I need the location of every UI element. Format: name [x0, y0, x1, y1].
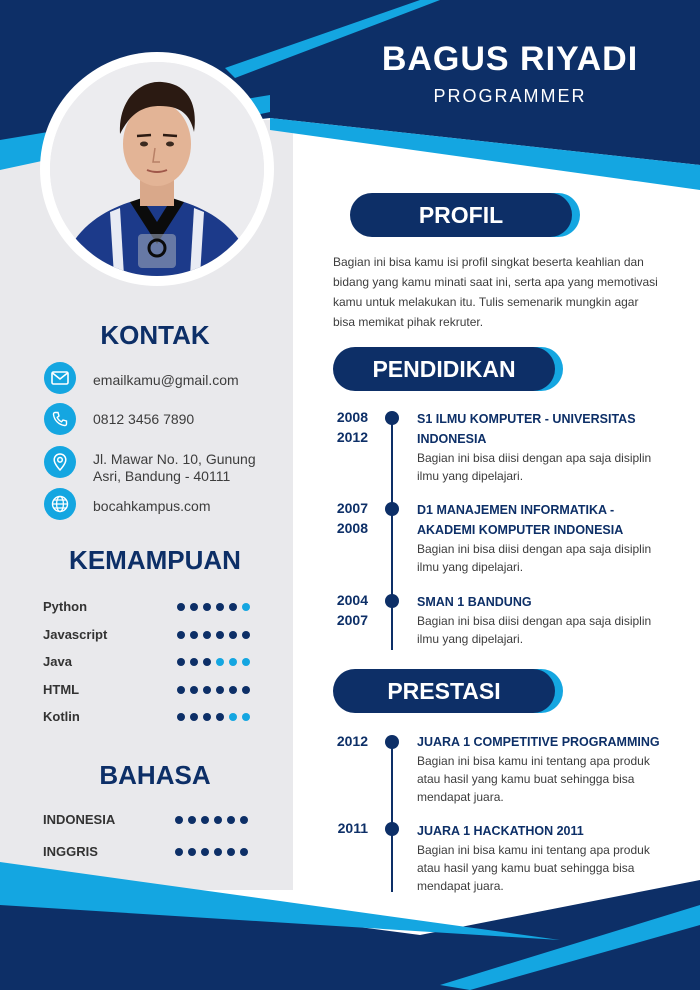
skill-level-dots [177, 713, 250, 721]
achievement-title: JUARA 1 COMPETITIVE PROGRAMMING [417, 735, 660, 749]
skill-level-dot [190, 686, 198, 694]
language-level-dot [227, 848, 235, 856]
candidate-role: PROGRAMMER [433, 86, 587, 106]
skill-level-dot [190, 631, 198, 639]
skill-level-dots [177, 658, 250, 666]
profile-line: kamu untuk melakukan itu. Tulis semenarik mungkin agar [333, 295, 639, 309]
achievement-desc: mendapat juara. [417, 790, 504, 804]
education-entry-desc: ilmu yang dipelajari. [417, 632, 524, 646]
language-level-dots [175, 848, 248, 856]
profile-heading-label: PROFIL [350, 193, 572, 237]
achievement-year: 2012 [336, 733, 368, 749]
contact-website: bocahkampus.com [93, 498, 211, 514]
education-year-start: 2004 [336, 592, 368, 608]
candidate-name: BAGUS RIYADI [381, 40, 639, 78]
skill-level-dot [216, 631, 224, 639]
education-entry-desc: ilmu yang dipelajari. [417, 469, 524, 483]
achievement-desc: Bagian ini bisa kamu ini tentang apa produk [417, 754, 650, 768]
achievement-desc: Bagian ini bisa kamu ini tentang apa produk [417, 843, 650, 857]
profile-line: bidang yang kamu minati saat ini, serta apa yang memotivasi [333, 275, 658, 289]
globe-icon [44, 488, 76, 520]
education-entry-desc: Bagian ini bisa diisi dengan apa saja disiplin [417, 614, 652, 628]
skill-row [43, 599, 268, 615]
skill-name: Java [43, 654, 72, 669]
language-level-dot [214, 816, 222, 824]
skills-heading: KEMAMPUAN [69, 545, 241, 575]
skill-level-dot [190, 713, 198, 721]
skill-level-dot [177, 713, 185, 721]
envelope-icon [44, 362, 76, 394]
education-entry-title: SMAN 1 BANDUNG [417, 595, 532, 609]
education-timeline-dot [385, 411, 399, 425]
profile-text [333, 252, 673, 332]
achievement-desc: atau hasil yang kamu buat sehingga bisa [417, 861, 635, 875]
education-entry-title: AKADEMI KOMPUTER INDONESIA [417, 523, 624, 537]
skill-level-dot [190, 658, 198, 666]
skill-level-dot [242, 713, 250, 721]
skill-level-dots [177, 631, 250, 639]
contact-address [93, 451, 256, 485]
education-year-end: 2012 [336, 429, 368, 445]
education-entry-title: S1 ILMU KOMPUTER - UNIVERSITAS [417, 412, 636, 426]
achievements-heading-label: PRESTASI [333, 669, 555, 713]
skill-level-dot [203, 686, 211, 694]
achievement-desc: atau hasil yang kamu buat sehingga bisa [417, 772, 635, 786]
achievement-timeline-dot [385, 735, 399, 749]
contact-address-line1: Jl. Mawar No. 10, Gunung [93, 451, 256, 467]
language-level-dot [188, 816, 196, 824]
skill-level-dot [229, 631, 237, 639]
language-level-dot [227, 816, 235, 824]
skill-level-dot [242, 603, 250, 611]
achievement-year: 2011 [337, 820, 368, 836]
skill-level-dot [177, 631, 185, 639]
language-level-dot [240, 816, 248, 824]
skill-level-dot [242, 631, 250, 639]
language-row [43, 844, 268, 860]
skill-level-dot [216, 603, 224, 611]
language-level-dot [201, 848, 209, 856]
skill-level-dot [216, 658, 224, 666]
achievement-entry [417, 821, 687, 895]
skill-level-dot [203, 713, 211, 721]
skill-level-dot [190, 603, 198, 611]
education-timeline-dot [385, 594, 399, 608]
education-entry-desc: Bagian ini bisa diisi dengan apa saja disiplin [417, 451, 652, 465]
profile-line: Bagian ini bisa kamu isi profil singkat beserta keahlian dan [333, 255, 644, 269]
skill-level-dot [242, 686, 250, 694]
education-timeline-line [391, 420, 393, 650]
skill-level-dot [216, 686, 224, 694]
contact-heading: KONTAK [100, 320, 210, 350]
phone-icon [44, 403, 76, 435]
profile-photo [50, 62, 264, 276]
skill-level-dot [203, 658, 211, 666]
contact-phone: 0812 3456 7890 [93, 411, 195, 427]
location-pin-icon [44, 446, 76, 478]
education-entry [417, 592, 687, 648]
skill-level-dot [229, 686, 237, 694]
language-name: INDONESIA [43, 812, 116, 827]
achievement-title: JUARA 1 HACKATHON 2011 [417, 824, 584, 838]
skill-level-dot [203, 631, 211, 639]
skill-level-dots [177, 603, 250, 611]
language-level-dot [188, 848, 196, 856]
education-entry [417, 409, 687, 485]
achievement-desc: mendapat juara. [417, 879, 504, 893]
person-photo-icon [50, 62, 264, 276]
education-entry-title: D1 MANAJEMEN INFORMATIKA - [417, 503, 615, 517]
skill-row [43, 709, 268, 725]
skill-row [43, 682, 268, 698]
achievements-timeline-line [391, 740, 393, 892]
profile-line: bisa memikat pihak rekruter. [333, 315, 484, 329]
skill-row [43, 654, 268, 670]
skill-level-dot [177, 686, 185, 694]
education-timeline-dot [385, 502, 399, 516]
skill-level-dot [177, 658, 185, 666]
education-year-start: 2008 [336, 409, 368, 425]
skill-name: Kotlin [43, 709, 80, 724]
education-heading-label: PENDIDIKAN [333, 347, 555, 391]
education-entry [417, 500, 687, 576]
language-level-dot [175, 816, 183, 824]
language-level-dots [175, 816, 248, 824]
language-level-dot [240, 848, 248, 856]
skill-level-dot [229, 713, 237, 721]
education-entry-desc: Bagian ini bisa diisi dengan apa saja disiplin [417, 542, 652, 556]
education-heading [333, 347, 555, 393]
skill-name: Javascript [43, 626, 108, 642]
skill-name: Python [43, 599, 88, 614]
education-entry-desc: ilmu yang dipelajari. [417, 560, 524, 574]
language-level-dot [201, 816, 209, 824]
education-year-end: 2008 [336, 520, 368, 536]
languages-heading: BAHASA [99, 760, 211, 790]
achievement-timeline-dot [385, 822, 399, 836]
language-name: INGGRIS [43, 844, 98, 859]
contact-address-line2: Asri, Bandung - 40111 [93, 468, 231, 484]
language-level-dot [175, 848, 183, 856]
skill-level-dots [177, 686, 250, 694]
language-row [43, 812, 268, 828]
achievements-heading [333, 669, 555, 715]
profile-heading [350, 193, 572, 239]
achievement-entry [417, 732, 687, 806]
skill-name: HTML [43, 681, 80, 697]
skill-level-dot [229, 658, 237, 666]
contact-email: emailkamu@gmail.com [93, 372, 239, 388]
education-entry-title: INDONESIA [417, 432, 487, 446]
skill-level-dot [242, 658, 250, 666]
skill-level-dot [177, 603, 185, 611]
language-level-dot [214, 848, 222, 856]
skill-row [43, 627, 268, 643]
skill-level-dot [229, 603, 237, 611]
skill-level-dot [216, 713, 224, 721]
skill-level-dot [203, 603, 211, 611]
education-year-end: 2007 [336, 612, 368, 628]
education-year-start: 2007 [336, 500, 368, 516]
